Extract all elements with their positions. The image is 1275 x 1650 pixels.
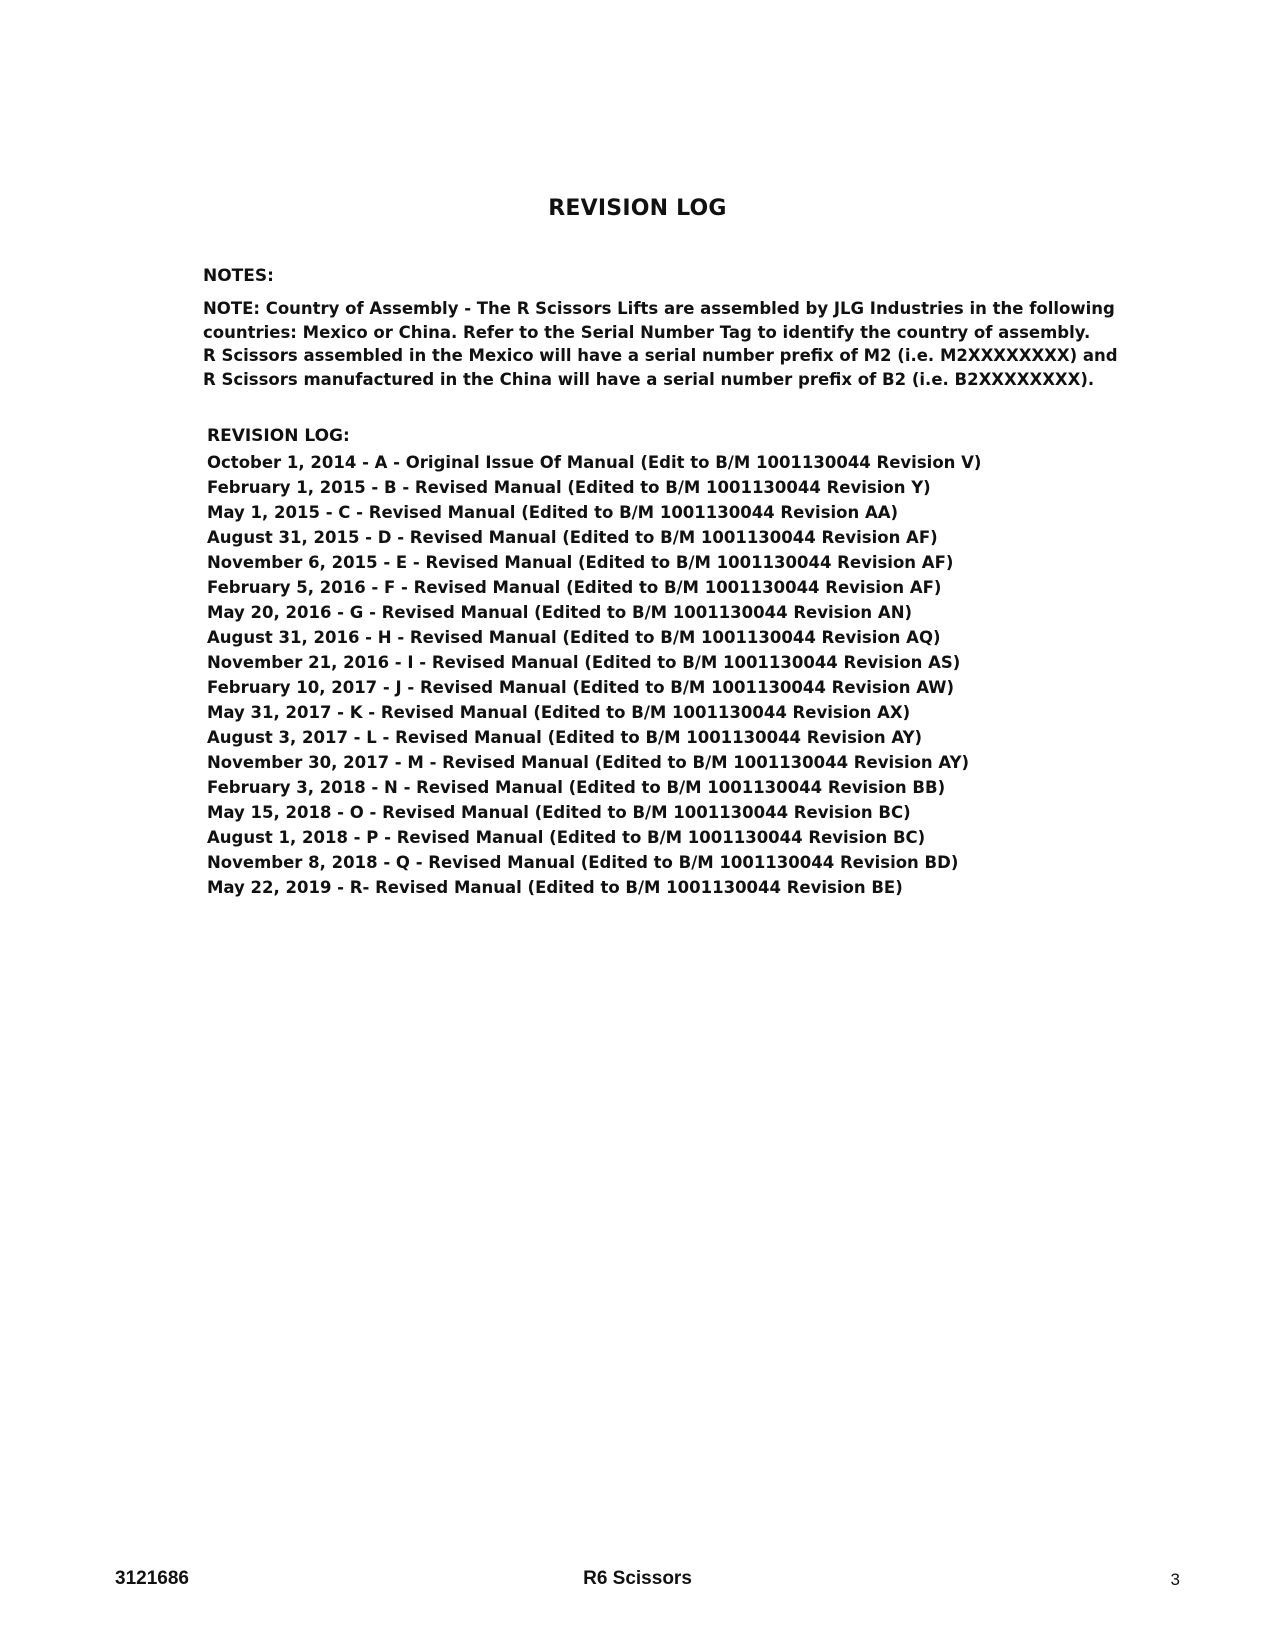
revision-entry: February 3, 2018 - N - Revised Manual (Edited to B/M 1001130044 Revision BB) (207, 778, 946, 797)
revision-entry: November 6, 2015 - E - Revised Manual (Edited to B/M 1001130044 Revision AF) (207, 553, 954, 572)
notes-heading: NOTES: (203, 266, 274, 286)
footer-doc-number: 3121686 (115, 1568, 189, 1589)
page-title: REVISION LOG (548, 196, 727, 221)
revision-entry: August 31, 2015 - D - Revised Manual (Edited to B/M 1001130044 Revision AF) (207, 528, 938, 547)
revision-entry: May 1, 2015 - C - Revised Manual (Edited to B/M 1001130044 Revision AA) (207, 503, 899, 522)
revision-entry: November 8, 2018 - Q - Revised Manual (Edited to B/M 1001130044 Revision BD) (207, 853, 959, 872)
revision-entry: August 31, 2016 - H - Revised Manual (Edited to B/M 1001130044 Revision AQ) (207, 628, 941, 647)
revision-entry: May 22, 2019 - R- Revised Manual (Edited to B/M 1001130044 Revision BE) (207, 878, 903, 897)
note-line: NOTE: Country of Assembly - The R Scissors Lifts are assembled by JLG Industries in the following (203, 299, 1115, 318)
note-line: R Scissors assembled in the Mexico will have a serial number prefix of M2 (i.e. M2XXXXXXXX) and (203, 346, 1118, 365)
revision-entry: November 30, 2017 - M - Revised Manual (Edited to B/M 1001130044 Revision AY) (207, 753, 970, 772)
revision-entry: May 15, 2018 - O - Revised Manual (Edited to B/M 1001130044 Revision BC) (207, 803, 911, 822)
revision-log-heading: REVISION LOG: (207, 426, 350, 446)
revision-entry: May 20, 2016 - G - Revised Manual (Edited to B/M 1001130044 Revision AN) (207, 603, 913, 622)
note-line: countries: Mexico or China. Refer to the Serial Number Tag to identify the country of assembly. (203, 322, 1091, 342)
footer-page-number: 3 (1170, 1570, 1180, 1589)
revision-log-list (207, 450, 981, 900)
revision-entry: May 31, 2017 - K - Revised Manual (Edited to B/M 1001130044 Revision AX) (207, 703, 911, 722)
revision-entry: February 10, 2017 - J - Revised Manual (Edited to B/M 1001130044 Revision AW) (207, 678, 955, 697)
revision-entry: August 1, 2018 - P - Revised Manual (Edited to B/M 1001130044 Revision BC) (207, 828, 926, 847)
revision-entry: November 21, 2016 - I - Revised Manual (Edited to B/M 1001130044 Revision AS) (207, 653, 961, 672)
footer-manual-title: R6 Scissors (583, 1568, 692, 1589)
revision-entry: February 5, 2016 - F - Revised Manual (Edited to B/M 1001130044 Revision AF) (207, 578, 942, 597)
revision-entry: August 3, 2017 - L - Revised Manual (Edited to B/M 1001130044 Revision AY) (207, 728, 923, 747)
revision-entry: October 1, 2014 - A - Original Issue Of Manual (Edit to B/M 1001130044 Revision V) (207, 453, 982, 472)
assembly-note (203, 297, 1118, 391)
note-line: R Scissors manufactured in the China will have a serial number prefix of B2 (i.e. B2XXXXXXXX). (203, 369, 1095, 389)
revision-entry: February 1, 2015 - B - Revised Manual (Edited to B/M 1001130044 Revision Y) (207, 478, 931, 497)
